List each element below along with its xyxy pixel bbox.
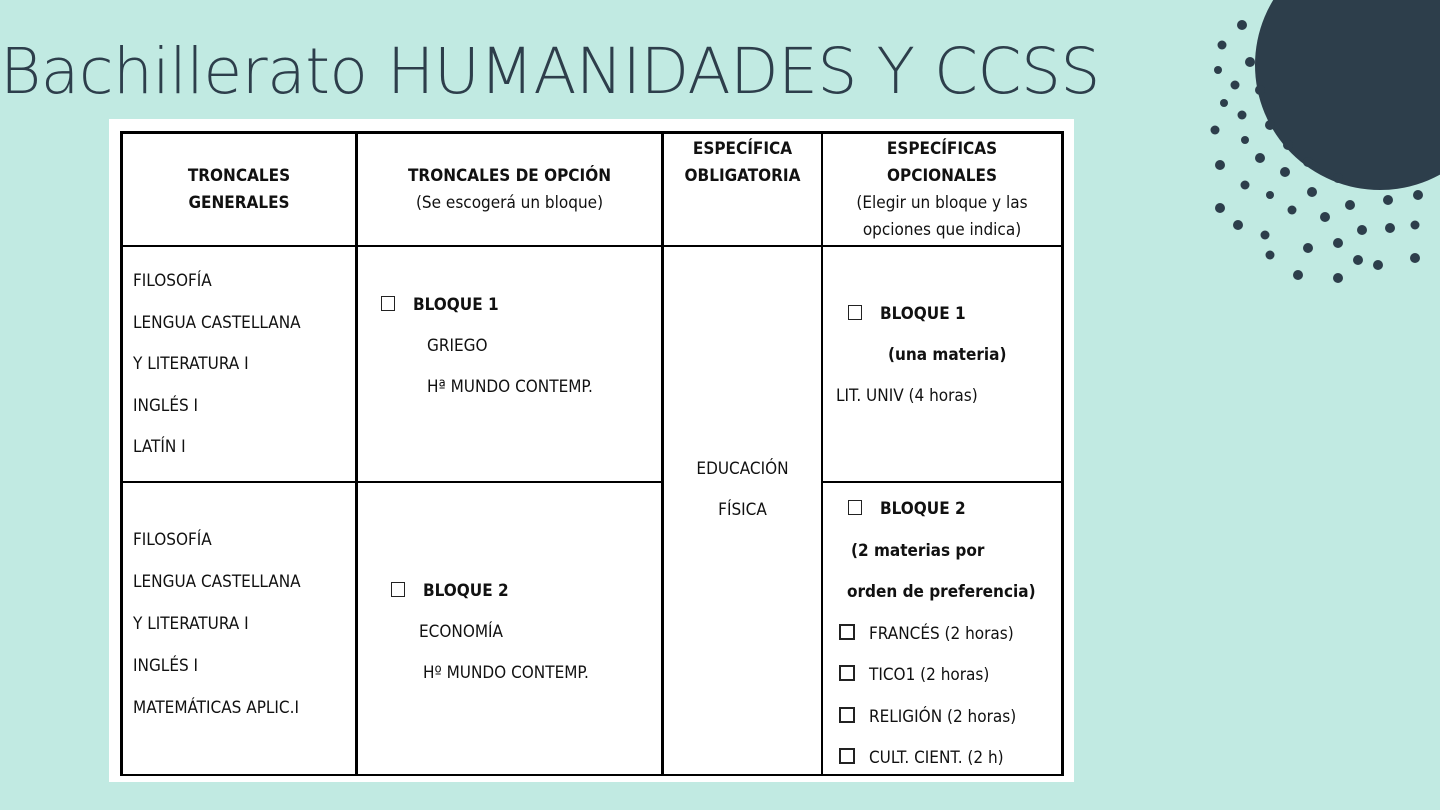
checkbox-icon	[839, 748, 855, 764]
row-divider-troncales	[120, 481, 661, 483]
list-item: LATÍN I	[133, 437, 186, 457]
header-divider	[120, 245, 1064, 247]
row-divider-opcionales	[821, 481, 1064, 483]
list-item: Y LITERATURA I	[133, 614, 249, 634]
table-border-left	[120, 131, 123, 776]
list-item: Hº MUNDO CONTEMP.	[423, 663, 589, 683]
opcion-bloque-2	[391, 571, 589, 694]
option-item: RELIGIÓN (2 horas)	[839, 697, 1036, 739]
curriculum-table	[109, 119, 1074, 782]
list-item: INGLÉS I	[133, 656, 199, 676]
bloque-label: BLOQUE 2	[880, 499, 966, 519]
checkbox-icon	[391, 582, 405, 597]
list-item: FILOSOFÍA	[133, 271, 212, 291]
option-item: FRANCÉS (2 horas)	[839, 614, 1036, 656]
header-especifica-obligatoria: ESPECÍFICA OBLIGATORIA	[684, 139, 801, 186]
list-item: INGLÉS I	[133, 395, 199, 416]
slide-title: Bachillerato HUMANIDADES Y CCSS	[0, 35, 1100, 108]
column-divider-1	[355, 131, 358, 776]
bloque-note: (2 materias por	[851, 540, 985, 561]
header-troncales-opcion: TRONCALES DE OPCIÓN (Se escogerá un bloque)	[408, 166, 611, 213]
decorative-dots	[1190, 0, 1440, 300]
bloque-label: BLOQUE 1	[880, 304, 966, 324]
bloque-note: (una materia)	[888, 345, 1007, 365]
list-item: LIT. UNIV (4 horas)	[836, 386, 978, 406]
list-item: Y LITERATURA I	[133, 354, 249, 374]
checkbox-icon	[839, 665, 855, 681]
list-item: MATEMÁTICAS APLIC.I	[133, 698, 299, 718]
opcionales-bloque-1	[836, 294, 1006, 417]
header-troncales-generales: TRONCALES GENERALES	[187, 166, 291, 213]
bloque-label: BLOQUE 1	[413, 295, 499, 315]
header-especificas-opcionales: ESPECÍFICAS OPCIONALES (Elegir un bloque y las opciones que indica)	[856, 139, 1028, 240]
checkbox-icon	[848, 500, 862, 515]
list-item: FILOSOFÍA	[133, 530, 212, 550]
dark-circle-shape	[1255, 0, 1440, 190]
checkbox-icon	[848, 305, 862, 320]
list-item: LENGUA CASTELLANA	[133, 312, 301, 333]
bloque-label: BLOQUE 2	[423, 581, 509, 601]
table-border-right	[1061, 131, 1064, 776]
bloque-note: orden de preferencia)	[847, 582, 1036, 602]
table-border-top	[120, 131, 1064, 134]
list-item: LENGUA CASTELLANA	[133, 572, 301, 592]
list-item: GRIEGO	[427, 336, 488, 356]
opcionales-bloque-2	[839, 489, 1036, 780]
troncales-generales-list-1	[133, 261, 301, 469]
troncales-generales-list-2	[133, 519, 301, 729]
option-item: TICO1 (2 horas)	[839, 655, 1036, 697]
checkbox-icon	[839, 707, 855, 723]
opcion-bloque-1	[381, 285, 593, 408]
checkbox-icon	[381, 296, 395, 311]
especifica-obligatoria-content: EDUCACIÓN FÍSICA	[696, 459, 789, 520]
option-item: CULT. CIENT. (2 h)	[839, 738, 1036, 780]
list-item: ECONOMÍA	[419, 622, 504, 642]
checkbox-icon	[839, 624, 855, 640]
list-item: Hª MUNDO CONTEMP.	[427, 377, 593, 397]
